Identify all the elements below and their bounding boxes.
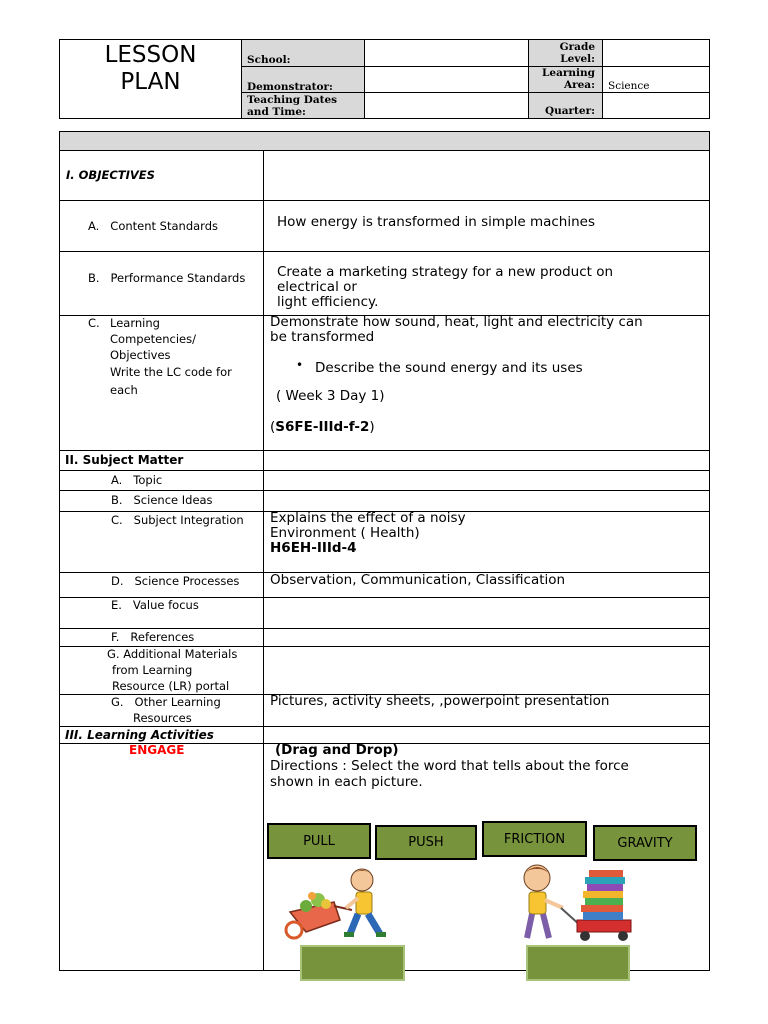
science-ideas-label: B. Science Ideas [111,493,213,507]
topic-label: A. Topic [111,473,163,487]
content-standards-value: How energy is transformed in simple machines [277,214,595,230]
drag-drop-title: (Drag and Drop) [275,742,399,758]
learning-area-value: Science [608,80,650,92]
learning-competencies-value: Demonstrate how sound, heat, light and electricity can be transformed [270,314,643,345]
engage-label: ENGAGE [129,743,185,757]
drop-zone-1[interactable] [300,945,405,981]
word-button-push[interactable]: PUSH [375,825,477,860]
value-focus-label: E. Value focus [111,598,199,612]
learning-activities-heading: III. Learning Activities [65,728,214,742]
drop-zone-2[interactable] [526,945,630,981]
main-table-header-bar [59,131,710,150]
subject-integration-label: C. Subject Integration [111,513,244,527]
teaching-dates-label: Teaching Dates and Time: [247,94,338,118]
learning-area-label: Learning Area: [542,67,595,91]
word-button-gravity[interactable]: GRAVITY [593,825,697,861]
lc-week: ( Week 3 Day 1) [276,388,385,404]
boy-pushing-wheelbarrow-image [276,862,406,942]
word-button-friction[interactable]: FRICTION [482,821,587,857]
lc-code: (S6FE-IIId-f-2) [270,419,375,435]
references-label: F. References [111,630,195,644]
lc-label-prefix: C. [88,316,100,330]
lesson-plan-title: LESSON PLAN [104,42,197,95]
quarter-label: Quarter: [544,105,595,117]
performance-standards-value: Create a marketing strategy for a new product on electrical or light efficiency. [277,264,614,310]
science-processes-label: D. Science Processes [111,574,240,588]
grade-level-label: Grade Level: [559,41,595,65]
directions-text: Directions : Select the word that tells about the force shown in each picture. [270,758,629,790]
science-processes-value: Observation, Communication, Classification [270,572,566,588]
bullet-icon: • [296,358,304,372]
school-label: School: [247,54,291,66]
boy-pulling-wagon-image [515,862,635,946]
additional-materials-label: G. Additional Materials from Learning Resource (LR) portal [107,647,238,693]
subject-matter-heading: II. Subject Matter [65,453,184,467]
lc-bullet-item: Describe the sound energy and its uses [315,360,583,376]
objectives-heading: I. OBJECTIVES [66,168,155,182]
other-learning-resources-value: Pictures, activity sheets, ,powerpoint presentation [270,693,610,709]
word-button-pull[interactable]: PULL [267,823,371,859]
subject-integration-value: Explains the effect of a noisy Environment ( Health) H6EH-IIId-4 [270,510,466,556]
demonstrator-label: Demonstrator: [247,81,333,93]
performance-standards-label: B. Performance Standards [88,271,246,285]
other-learning-resources-label: G. Other Learning Resources [111,695,221,725]
learning-competencies-label: Learning Competencies/ Objectives Write the LC code for each [110,316,232,397]
content-standards-label: A. Content Standards [88,219,218,233]
